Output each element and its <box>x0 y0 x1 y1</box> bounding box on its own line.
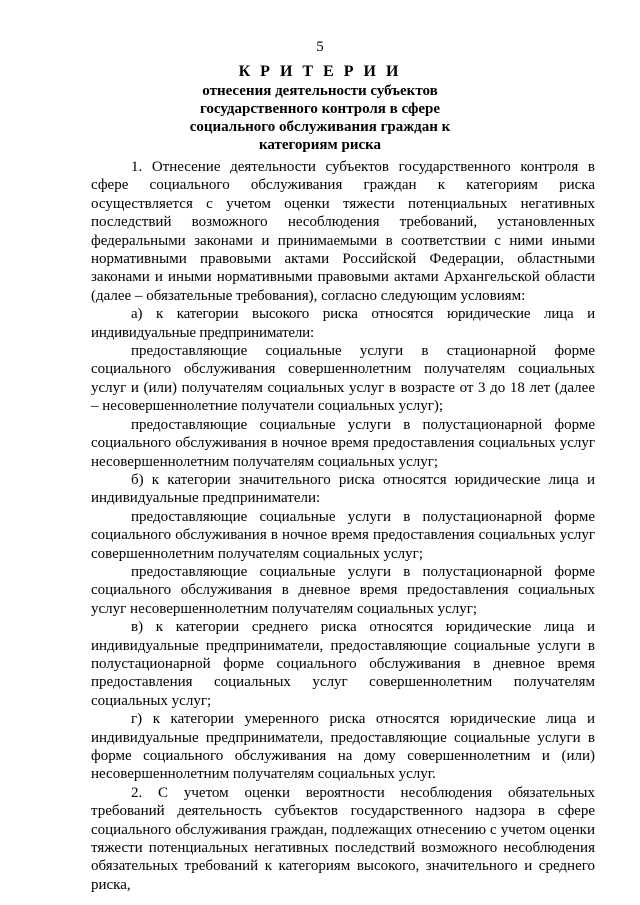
document-title: К Р И Т Е Р И И <box>238 63 402 80</box>
document-body <box>91 158 595 894</box>
paragraph-1a-item-1: предоставляющие социальные услуги в стационарной форме социального обслуживания совершеннолетним получателям социальных услуг и (или) получателям социальных услуг в возрасте от 3 до 18 лет (далее – несовершеннолетние получатели социальных услуг); <box>91 343 595 415</box>
paragraph-1b-item-2: предоставляющие социальные услуги в полустационарной форме социального обслуживания в дневное время предоставления социальных услуг несовершеннолетним получателям социальных услуг; <box>91 563 595 617</box>
paragraph-1a-item-2: предоставляющие социальные услуги в полустационарной форме социального обслуживания в ночное время предоставления социальных услуг несовершеннолетним получателям социальных услуг; <box>91 416 595 470</box>
paragraph-1a: а) к категории высокого риска относятся юридические лица и индивидуальные предприниматели: <box>91 306 595 341</box>
paragraph-2: 2. С учетом оценки вероятности несоблюдения обязательных требований деятельность субъектов государственного надзора в сфере социального обслуживания граждан, подлежащих отнесению с учетом оценки тяжести потенциальных негативных последствий возможного несоблюдения обязательных требований к категориям высокого, значительного и среднего риска, <box>91 784 595 893</box>
document-subtitle: отнесения деятельности субъектов государственного контроля в сфере социального обслуживания граждан к категориям риска <box>189 83 451 153</box>
paragraph-1v: в) к категории среднего риска относятся юридические лица и индивидуальные предприниматели, предоставляющие социальные услуги в полустационарной форме социального обслуживания в дневное время предоставления социальных услуг совершеннолетним получателям социальных услуг; <box>91 619 595 709</box>
paragraph-1g: г) к категории умеренного риска относятся юридические лица и индивидуальные предприниматели, предоставляющие социальные услуги в форме социального обслуживания на дому совершеннолетним и (или) несовершеннолетним получателям социальных услуг. <box>91 711 595 783</box>
paragraph-1b-item-1: предоставляющие социальные услуги в полустационарной форме социального обслуживания в ночное время предоставления социальных услуг совершеннолетним получателям социальных услуг; <box>91 508 595 562</box>
paragraph-1b: б) к категории значительного риска относятся юридические лица и индивидуальные предприниматели: <box>91 471 595 507</box>
paragraph-1: 1. Отнесение деятельности субъектов государственного контроля в сфере социального обслуживания граждан к категориям риска осуществляется с учетом оценки тяжести потенциальных негативных последствий возможного несоблюдения требований, установленных федеральными законами и принимаемыми в соответствии с ними иными нормативными правовыми актами Российской Федерации, областными законами и иными нормативными правовыми актами Архангельской области (далее – обязательные требования), согласно следующим условиям: <box>91 159 595 304</box>
page-number: 5 <box>316 39 324 55</box>
